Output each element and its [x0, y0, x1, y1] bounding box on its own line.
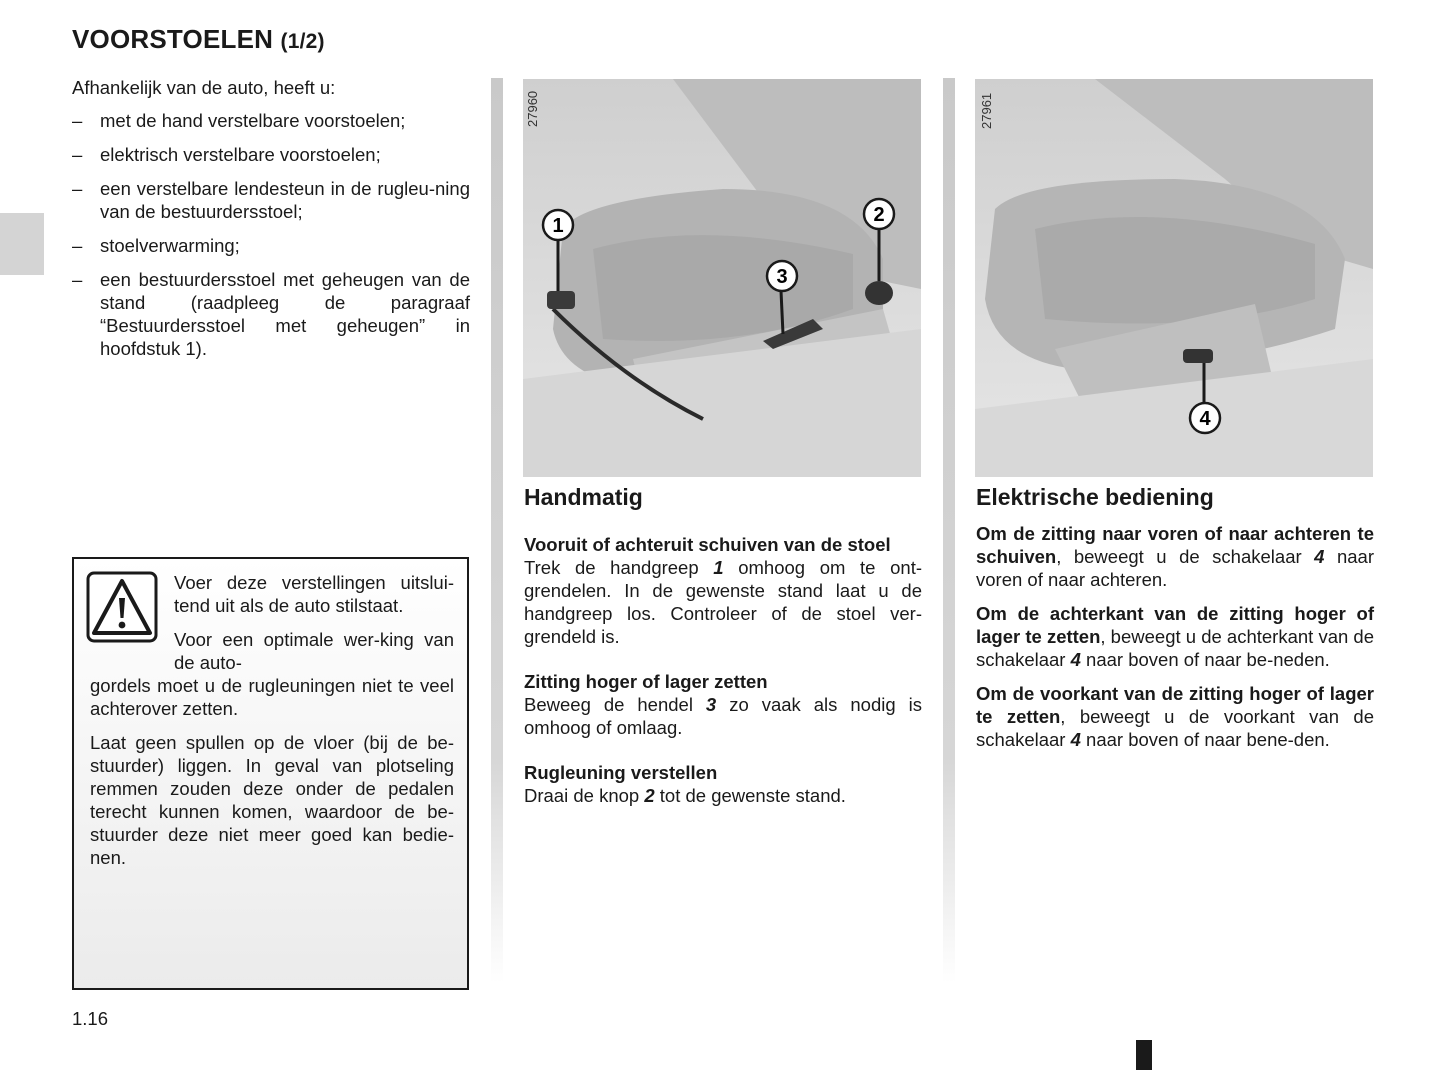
callout-3: [765, 259, 799, 293]
text-part: Trek de handgreep: [524, 557, 714, 578]
warning-text-2-first: Voor een optimale wer-king van de auto-: [174, 629, 454, 673]
title-text: VOORSTOELEN: [72, 24, 274, 54]
dash: –: [72, 110, 83, 131]
text-part: , beweegt u de schakelaar: [1056, 546, 1315, 567]
body-backrest: [524, 784, 922, 807]
list-item-text: een bestuurdersstoel met geheugen van de stand (raadpleeg de paragraaf “Bestuurdersstoel met geheugen” in hoofdstuk 1).: [100, 269, 470, 359]
subheading-slide: [524, 533, 922, 556]
bold-lead: Om de zitting naar voren of naar achteren te schuiven: [976, 523, 1374, 567]
page-number: 1.16: [72, 1008, 109, 1029]
text-part: , beweegt u de achterkant van de schakelaar: [976, 626, 1374, 670]
subheading-height-text: Zitting hoger of lager zetten: [524, 671, 768, 692]
intro-list: [72, 109, 470, 360]
ref-number: 3: [705, 694, 717, 715]
electric-para-1: [976, 522, 1374, 591]
electric-para-3: [976, 682, 1374, 751]
callout-4: [1188, 401, 1222, 435]
callout-3-label: 3: [776, 266, 788, 288]
ref-number: 4: [1070, 649, 1081, 670]
list-item-text: met de hand verstelbare voorstoelen;: [100, 110, 406, 131]
dash: –: [72, 178, 83, 199]
text-part: , beweegt u de voorkant van de schakelaar: [976, 706, 1374, 750]
seat-illustration: [523, 79, 921, 477]
list-item: [72, 268, 470, 360]
photo-code: 27960: [525, 90, 540, 127]
body-slide: [524, 556, 922, 648]
intro-lead: Afhankelijk van de auto, heeft u:: [72, 77, 336, 98]
list-item-text: een verstelbare lendesteun in de rugleu-ning van de bestuurdersstoel;: [100, 178, 470, 222]
ref-number: 4: [1314, 546, 1325, 567]
list-item: [72, 177, 470, 223]
text-part: Draai de knop: [524, 785, 645, 806]
list-item-text: stoelverwarming;: [100, 235, 240, 256]
list-item: [72, 143, 470, 166]
ref-number: 4: [1070, 729, 1081, 750]
electric-heading: Elektrische bediening: [976, 484, 1214, 510]
callout-1-label: 1: [552, 215, 564, 237]
text-part: Beweeg de hendel: [524, 694, 706, 715]
body-height: [524, 693, 922, 739]
column-separator: [491, 78, 503, 983]
intro-section: [72, 76, 470, 371]
subheading-backrest: [524, 761, 922, 784]
subheading-slide-text: Vooruit of achteruit schuiven van de stoel: [524, 534, 891, 555]
electric-seat-photo: [975, 79, 1373, 477]
column-separator: [943, 78, 955, 983]
warning-text-2-rest: gordels moet u de rugleuningen niet te veel achterover zetten.: [90, 675, 454, 719]
electric-para-2: [976, 602, 1374, 671]
subheading-height: [524, 670, 922, 693]
list-item-text: elektrisch verstelbare voorstoelen;: [100, 144, 381, 165]
manual-heading: Handmatig: [524, 484, 643, 510]
list-item: [72, 109, 470, 132]
text-part: naar voren of naar achteren.: [976, 546, 1374, 590]
ref-number: 1: [713, 557, 724, 578]
callout-2-label: 2: [873, 204, 885, 226]
electric-instructions: [976, 522, 1374, 751]
text-part: naar boven of naar be-neden.: [1080, 649, 1330, 670]
dash: –: [72, 269, 83, 290]
dash: –: [72, 144, 83, 165]
bold-lead: Om de voorkant van de zitting hoger of lager te zetten: [976, 683, 1374, 727]
text-part: omhoog om te ont-grendelen. In de gewenste stand laat u de handgreep los. Controleer of de stoel ver-grendeld is.: [524, 557, 922, 647]
title-part: (1/2): [280, 30, 325, 53]
warning-box: [72, 557, 469, 990]
callout-4-label: 4: [1199, 408, 1211, 430]
warning-text-3: Laat geen spullen op de vloer (bij de be-stuurder) liggen. In geval van plotseling remmen zouden deze onder de pedalen terecht kunnen komen, waardoor de be-stuurder deze niet meer goed kan bedie-nen.: [90, 732, 454, 868]
subheading-backrest-text: Rugleuning verstellen: [524, 762, 718, 783]
ref-number: 2: [644, 785, 655, 806]
text-part: naar boven of naar bene-den.: [1080, 729, 1330, 750]
warning-text-1: [90, 571, 454, 617]
callout-1: [541, 208, 575, 242]
page-title: [72, 24, 325, 55]
warning-text-2: [90, 628, 454, 720]
list-item: [72, 234, 470, 257]
manual-seat-photo: [523, 79, 921, 477]
manual-instructions: [524, 533, 922, 807]
text-part: zo vaak als nodig is omhoog of omlaag.: [524, 694, 922, 738]
bold-lead: Om de achterkant van de zitting hoger of lager te zetten: [976, 603, 1374, 647]
page-edge-marker: [1136, 1040, 1152, 1070]
dash: –: [72, 235, 83, 256]
seat-illustration: [975, 79, 1373, 477]
chapter-tab: [0, 213, 44, 275]
photo-code: 27961: [979, 92, 994, 129]
callout-2: [862, 197, 896, 231]
text-part: tot de gewenste stand.: [654, 785, 846, 806]
warning-text-1-content: Voer deze verstellingen uitslui-tend uit als de auto stilstaat.: [174, 572, 454, 616]
